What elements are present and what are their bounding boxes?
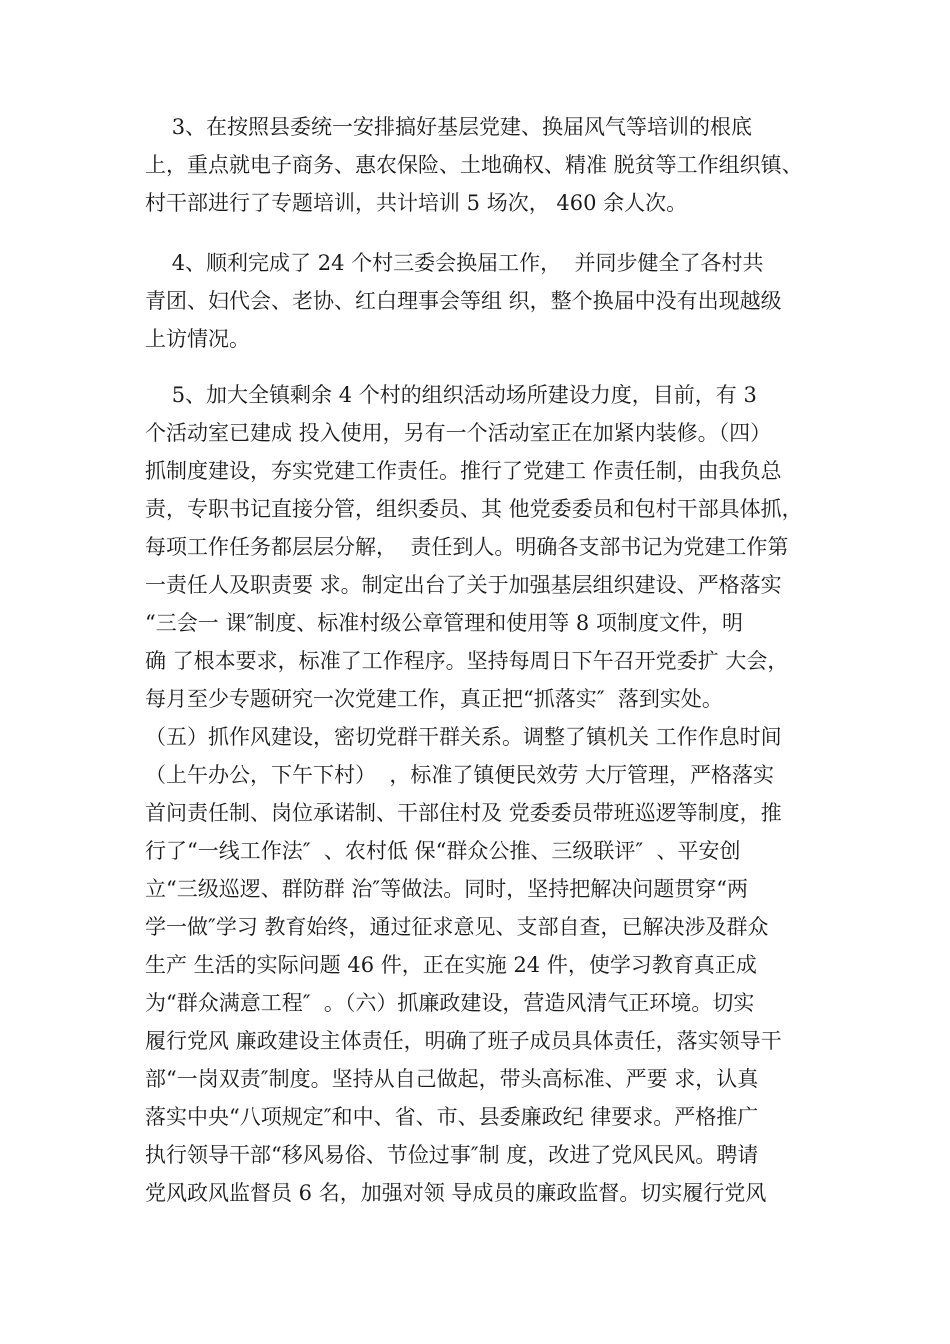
text-line: 履行党风 廉政建设主体责任，明确了班子成员具体责任，落实领导干 [145, 1029, 782, 1053]
text-line: 5、加大全镇剩余 4 个村的组织活动场所建设力度，目前，有 3 [145, 383, 757, 407]
text-line: 3、在按照县委统一安排搞好基层党建、换届风气等培训的根底 [145, 115, 753, 139]
paragraph-item-5 [145, 376, 845, 1212]
text-line: 为“群众满意工程″ 。（六）抓廉政建设，营造风清气正环境。切实 [145, 991, 755, 1015]
text-line: 生产 生活的实际问题 46 件，正在实施 24 件，使学习教育真正成 [145, 953, 757, 977]
text-line: 执行领导干部“移风易俗、节俭过事″制 度，改进了党风民风。聘请 [145, 1143, 759, 1167]
text-line: 村干部进行了专题培训，共计培训 5 场次， 460 余人次。 [145, 191, 688, 215]
text-line: 学一做″学习 教育始终，通过征求意见、支部自查，已解决涉及群众 [145, 915, 769, 939]
text-line: 党风政风监督员 6 名，加强对领 导成员的廉政监督。切实履行党风 [145, 1181, 767, 1205]
text-line: 责，专职书记直接分管，组织委员、其 他党委委员和包村干部具体抓， [145, 497, 803, 521]
text-line: 部“一岗双责″制度。坚持从自己做起，带头高标准、严要 求，认真 [145, 1067, 759, 1091]
text-line: 首问责任制、岗位承诺制、干部住村及 党委委员带班巡逻等制度，推 [145, 801, 782, 825]
text-line: 落实中央“八项规定″和中、省、市、县委廉政纪 律要求。严格推广 [145, 1105, 759, 1129]
text-line: “三会一 课″制度、标准村级公章管理和使用等 8 项制度文件，明 [145, 611, 743, 635]
text-line: 抓制度建设，夯实党建工作责任。推行了党建工 作责任制，由我负总 [145, 459, 782, 483]
text-line: 每项工作任务都层层分解， 责任到人。明确各支部书记为党建工作第 [145, 535, 789, 559]
text-line: 一责任人及职责要 求。制定出台了关于加强基层组织建设、严格落实 [145, 573, 782, 597]
text-line: 上访情况。 [145, 327, 250, 351]
text-line: 青团、妇代会、老协、红白理事会等组 织，整个换届中没有出现越级 [145, 289, 782, 313]
text-line: 上，重点就电子商务、惠农保险、土地确权、精准 脱贫等工作组织镇、 [145, 153, 803, 177]
text-line: 个活动室已建成 投入使用，另有一个活动室正在加紧内装修。（四） [145, 421, 772, 445]
text-line: 确 了根本要求，标准了工作程序。坚持每周日下午召开党委扩 大会， [145, 649, 789, 673]
text-line: 行了“一线工作法″ 、农村低 保“群众公推、三级联评″ 、平安创 [145, 839, 741, 863]
text-line: 4、顺利完成了 24 个村三委会换届工作， 并同步健全了各村共 [145, 251, 764, 275]
text-line: 立“三级巡逻、群防群 治″等做法。同时，坚持把解决问题贯穿“两 [145, 877, 748, 901]
text-line: （五）抓作风建设，密切党群干群关系。调整了镇机关 工作作息时间 [145, 725, 782, 749]
text-line: 每月至少专题研究一次党建工作，真正把“抓落实″ 落到实处。 [145, 687, 723, 711]
text-line: （上午办公，下午下村） ，标准了镇便民效劳 大厅管理，严格落实 [145, 763, 775, 787]
paragraph-item-3 [145, 108, 845, 222]
paragraph-item-4 [145, 244, 845, 358]
